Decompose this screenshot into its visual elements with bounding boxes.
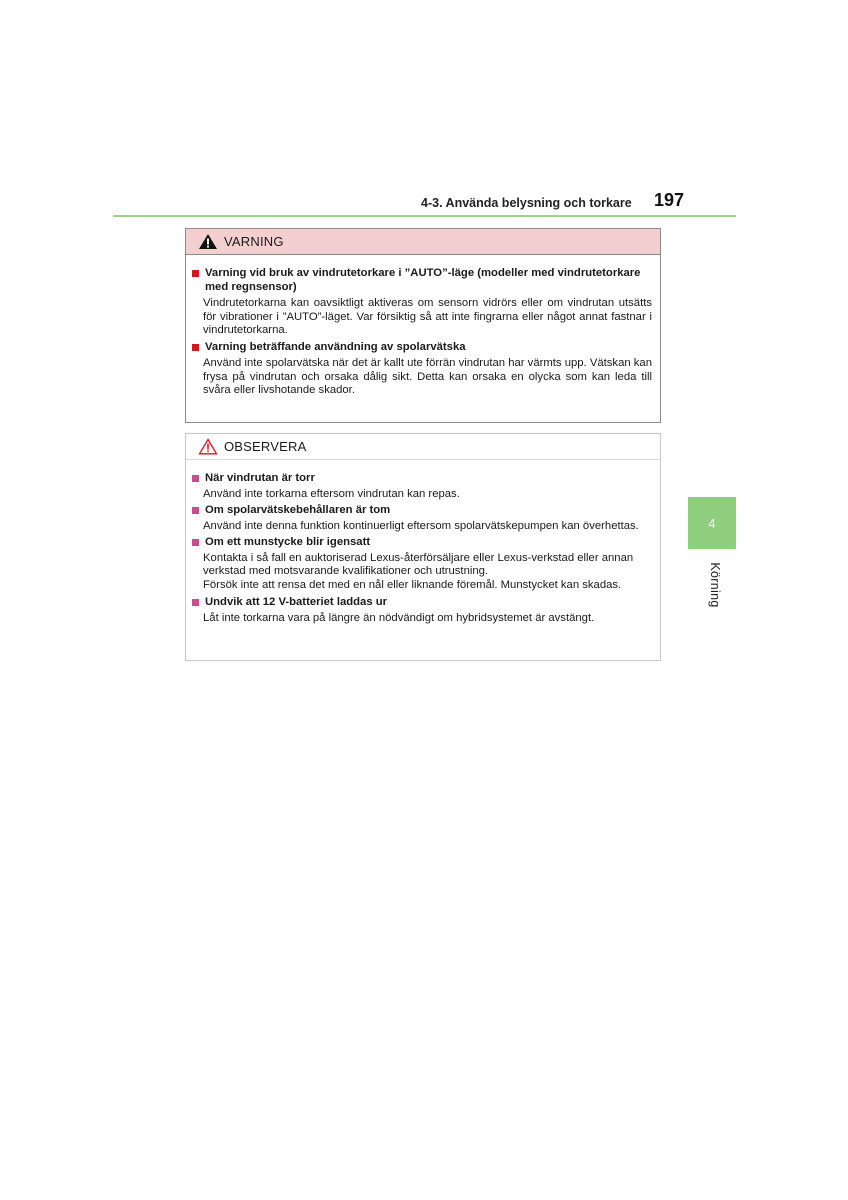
- notice-heading-text: När vindrutan är torr: [205, 472, 315, 484]
- warning-item-heading: [190, 267, 652, 294]
- notice-item-heading: [190, 472, 652, 486]
- notice-item-heading: [190, 536, 652, 550]
- notice-item-text: [203, 552, 652, 593]
- notice-heading-text: Om ett munstycke blir igensatt: [205, 536, 371, 548]
- header-section-title: 4-3. Använda belysning och torkare: [421, 196, 632, 210]
- warning-title: VARNING: [224, 234, 284, 249]
- notice-item-text-line: Kontakta i så fall en auktoriserad Lexus-återförsäljare eller Lexus-verkstad eller annan verkstad med motsvarande kvalifikationer och utrustning.: [203, 551, 634, 577]
- warning-item-heading: [190, 341, 652, 355]
- notice-heading-text: Om spolarvätskebehållaren är tom: [205, 504, 391, 516]
- warning-header: [186, 229, 660, 255]
- notice-heading-text: Undvik att 12 V-batteriet laddas ur: [205, 596, 388, 608]
- page-number: 197: [654, 190, 685, 210]
- notice-item-text: Låt inte torkarna vara på längre än nödvändigt om hybridsystemet är avstängt.: [203, 611, 595, 624]
- notice-item-heading: [190, 504, 652, 518]
- notice-title: OBSERVERA: [224, 439, 307, 454]
- square-bullet-icon: [192, 475, 199, 482]
- square-bullet-icon: [192, 344, 199, 351]
- warning-box: [185, 228, 661, 423]
- notice-box: [185, 433, 661, 661]
- warning-item-text: Använd inte spolarvätska när det är kallt ute förrän vindrutan har värmts upp. Vätskan kan frysa på vindrutan och orsaka dålig sikt. Detta kan orsaka en olycka som kan leda till svåra eller livshotande skador.: [203, 357, 652, 396]
- square-bullet-icon: [192, 539, 199, 546]
- warning-heading-text: Varning beträffande användning av spolarvätska: [205, 340, 466, 353]
- square-bullet-icon: [192, 270, 199, 277]
- square-bullet-icon: [192, 599, 199, 606]
- header-rule: [113, 215, 736, 217]
- warning-triangle-icon: [198, 233, 218, 250]
- warning-heading-text: Varning vid bruk av vindrutetorkare i ”AUTO”-läge (modeller med vindrutetorkare med regnsensor): [205, 267, 641, 293]
- notice-item-text: Använd inte torkarna eftersom vindrutan kan repas.: [203, 487, 460, 500]
- notice-item-heading: [190, 596, 652, 610]
- chapter-label: Körning: [708, 562, 722, 608]
- notice-header: [186, 434, 660, 460]
- caution-triangle-icon: [198, 438, 218, 455]
- warning-item-text: Vindrutetorkarna kan oavsiktligt aktiveras om sensorn vidrörs eller om vindrutan utsätts för vibrationer i ”AUTO”-läget. Var försiktig så att inte fingrarna eller något annat fastnar i vindrutetorkarna.: [203, 297, 652, 336]
- notice-item-text-line: Försök inte att rensa det med en nål eller liknande föremål. Munstycket kan skadas.: [203, 578, 622, 591]
- square-bullet-icon: [192, 507, 199, 514]
- notice-item-text: Använd inte denna funktion kontinuerligt eftersom spolarvätskepumpen kan överhettas.: [203, 519, 639, 532]
- chapter-number: 4: [708, 515, 716, 531]
